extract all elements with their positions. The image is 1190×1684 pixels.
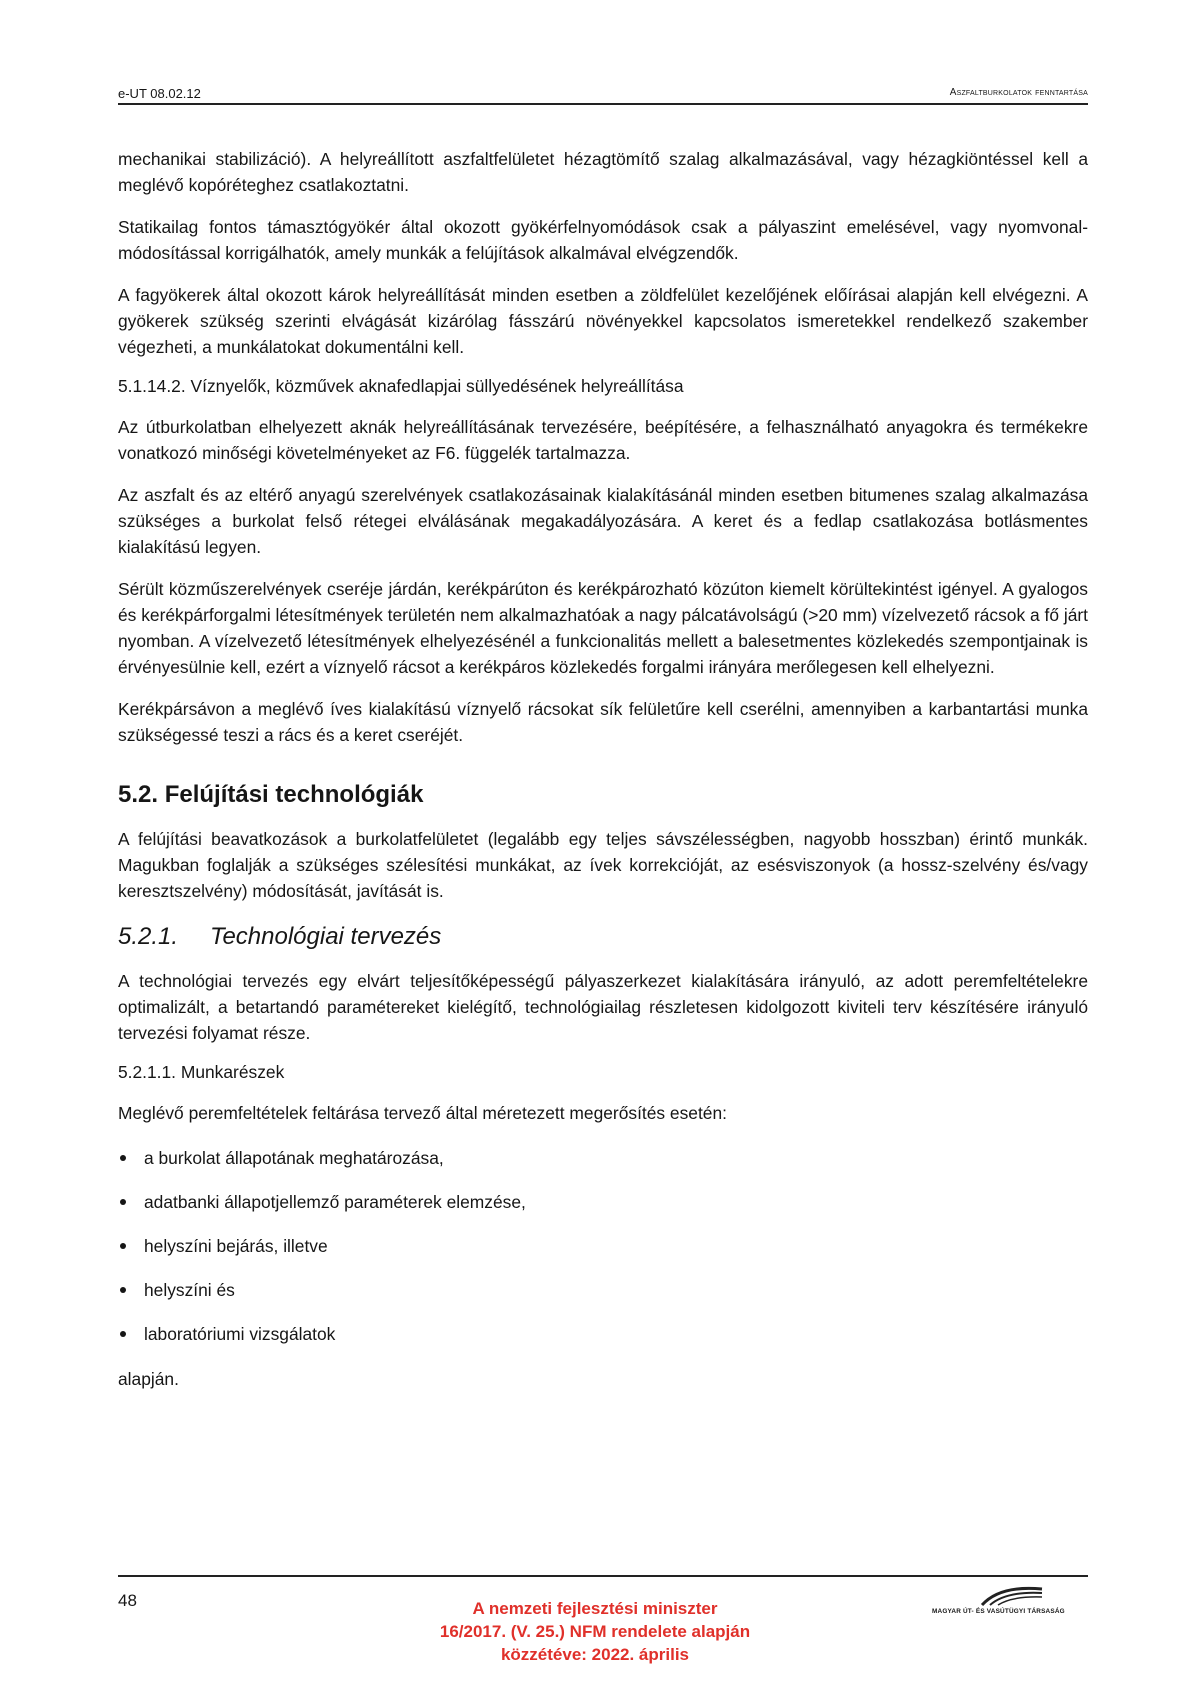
page-number: 48 — [118, 1591, 137, 1610]
bullet-list — [118, 1146, 1088, 1346]
list-item — [118, 1322, 1088, 1346]
section-heading-5-2: 5.2. Felújítási technológiák — [118, 781, 424, 808]
footer-rule — [118, 1575, 1088, 1577]
list-item-text: a burkolat állapotának meghatározása, — [144, 1148, 444, 1168]
running-title: Aszfaltburkolatok fenntartása — [949, 87, 1088, 98]
list-item-text: adatbanki állapotjellemző paraméterek elemzése, — [144, 1192, 526, 1212]
subsection-title: Technológiai tervezés — [210, 923, 442, 950]
society-logo — [932, 1583, 1088, 1623]
subsection-number: 5.2.1. — [118, 923, 179, 950]
notice-line: 16/2017. (V. 25.) NFM rendelete alapján — [439, 1622, 751, 1641]
list-item-text: helyszíni és — [144, 1280, 235, 1300]
header-rule — [118, 103, 1088, 105]
subheading-5-1-14-2: 5.1.14.2. Víznyelők, közművek aknafedlapjai süllyedésének helyreállítása — [118, 376, 684, 396]
paragraph: Kerékpársávon a meglévő íves kialakítású víznyelő rácsokat sík felületűre kell cserélni, amennyiben a karbantartási munka szükségessé teszi a rács és a keret cseréjét. — [118, 699, 1088, 745]
paragraph: alapján. — [118, 1369, 179, 1389]
subsection-heading-5-2-1 — [118, 922, 1088, 952]
paragraph: Statikailag fontos támasztógyökér által okozott gyökérfelnyomódások csak a pályaszint emelésével, vagy nyomvonal-módosítással korrigálhatók, amely munkák a felújítások alkalmával elvégzendők. — [118, 217, 1088, 263]
notice-line: közzétéve: 2022. április — [500, 1645, 690, 1664]
bullet-icon — [120, 1243, 126, 1249]
page-header — [118, 86, 1088, 102]
paragraph: Meglévő peremfeltételek feltárása tervező által méretezett megerősítés esetén: — [118, 1103, 727, 1123]
bullet-icon — [120, 1155, 126, 1161]
paragraph: A felújítási beavatkozások a burkolatfelületet (legalább egy teljes sávszélességben, nagyobb hosszban) érintő munkák. Magukban foglalják a szükséges szélesítési munkákat, az ívek korrekcióját, az esésviszonyok (a hossz-szelvény és/vagy keresztszelvény) módosítását, javítását is. — [118, 829, 1088, 901]
list-item — [118, 1278, 1088, 1302]
publication-notice — [395, 1597, 795, 1666]
bullet-icon — [120, 1199, 126, 1205]
paragraph: Az aszfalt és az eltérő anyagú szerelvények csatlakozásainak kialakításánál minden esetben bitumenes szalag alkalmazása szükséges a burkolat felső rétegei elválásának megakadályozására. A keret és a fedlap csatlakozása botlásmentes kialakítású legyen. — [118, 485, 1088, 557]
paragraph: Sérült közműszerelvények cseréje járdán, kerékpárúton és kerékpározható közúton kiemelt körültekintést igényel. A gyalogos és kerékpárforgalmi létesítmények területén nem alkalmazhatóak a nagy pálcatávolságú (>20 mm) vízelvezető rácsok a fő járt nyomban. A vízelvezető létesítmények elhelyezésénél a funkcionalitás mellett a balesetmentes közlekedés szempontjainak is érvényesülnie kell, ezért a víznyelő rácsot a kerékpáros közlekedés forgalmi irányára merőlegesen kell elhelyezni. — [118, 579, 1088, 677]
logo-text: MAGYAR ÚT- ÉS VASÚTÜGYI TÁRSASÁG — [932, 1608, 1065, 1615]
list-item — [118, 1146, 1088, 1170]
paragraph: A fagyökerek által okozott károk helyreállítását minden esetben a zöldfelület kezelőjének előírásai alapján kell elvégezni. A gyökerek szükség szerinti elvágását kizárólag fásszárú növényekkel kapcsolatos ismeretekkel rendelkező szakember végezheti, a munkálatokat dokumentálni kell. — [118, 285, 1088, 357]
list-item-text: laboratóriumi vizsgálatok — [144, 1324, 336, 1344]
bullet-icon — [120, 1331, 126, 1337]
page-body — [118, 146, 1088, 1392]
notice-line: A nemzeti fejlesztési miniszter — [472, 1599, 718, 1618]
doc-code: e-UT 08.02.12 — [118, 86, 201, 101]
paragraph: Az útburkolatban elhelyezett aknák helyreállításának tervezésére, beépítésére, a felhasználható anyagokra és termékekre vonatkozó minőségi követelményeket az F6. függelék tartalmazza. — [118, 417, 1088, 463]
subheading-5-2-1-1: 5.2.1.1. Munkarészek — [118, 1062, 285, 1082]
list-item-text: helyszíni bejárás, illetve — [144, 1236, 328, 1256]
road-arc-icon — [980, 1583, 1044, 1607]
list-item — [118, 1190, 1088, 1214]
list-item — [118, 1234, 1088, 1258]
bullet-icon — [120, 1287, 126, 1293]
paragraph: A technológiai tervezés egy elvárt teljesítőképességű pályaszerkezet kialakítására irányuló, az adott peremfeltételekre optimalizált, a betartandó paramétereket kielégítő, technológiailag részletesen kidolgozott kiviteli terv készítésére irányuló tervezési folyamat része. — [118, 971, 1088, 1043]
paragraph: mechanikai stabilizáció). A helyreállított aszfaltfelületet hézagtömítő szalag alkalmazásával, vagy hézagkiöntéssel kell a meglévő kopóréteghez csatlakoztatni. — [118, 149, 1088, 195]
